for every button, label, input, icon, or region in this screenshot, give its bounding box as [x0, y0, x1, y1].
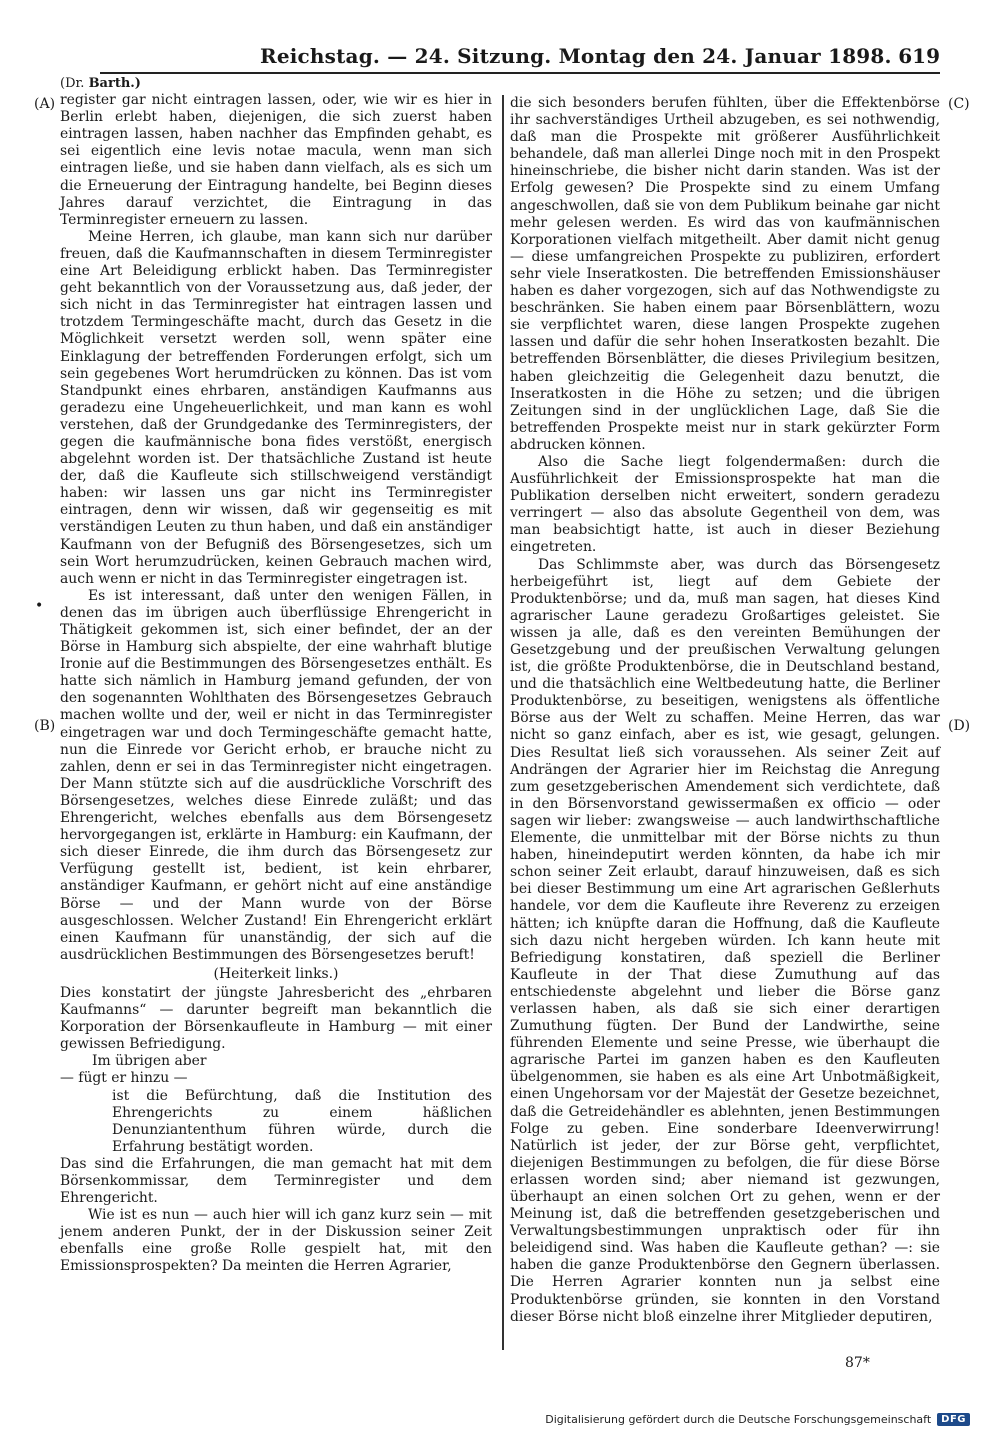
speaker-prefix: (Dr.: [60, 76, 85, 91]
margin-marker-c: (C): [948, 96, 970, 112]
margin-bullet: •: [35, 598, 44, 614]
paragraph: Also die Sache liegt folgendermaßen: durch die Ausführlichkeit der Emissionsprospekte hat man die Publikation derselben nicht erweitert, sondern geradezu verringert — also das absolute Gegentheil von dem, was man beabsichtigt hatte, ist auch in dieser Beziehung eingetreten.: [510, 453, 940, 556]
page-header: [100, 44, 940, 74]
paragraph: die sich besonders berufen fühlten, über die Effektenbörse ihr sachverständiges Urtheil abzugeben, es sei nothwendig, daß man die Prospekte mit größerer Ausführlichkeit behandele, daß man allerlei Dinge noch mit in den Prospekt hineinschriebe, die bisher nicht darin standen. Was ist der Erfolg gewesen? Die Prospekte sind zu einem Umfang angeschwollen, daß sie von dem Publikum beinahe gar nicht mehr gelesen werden. Es wird das von kaufmännischen Korporationen vielfach mitgetheilt. Aber damit nicht genug — diese umfangreichen Prospekte zu publiziren, erfordert sehr viele Inseratkosten. Die betreffenden Emissionshäuser haben es daher vorgezogen, sich auf das Nothwendigste zu beschränken. Sie haben einem paar Börsenblättern, wozu sie verpflichtet waren, diese langen Prospekte zugehen lassen und dafür die sehr hohen Inseratkosten bezahlt. Die betreffenden Börsenblätter, die dieses Privilegium besitzen, haben gleichzeitig die Gelegenheit dazu benutzt, die Inseratkosten in die Höhe zu setzen; und die übrigen Zeitungen sind in der unglücklichen Lage, daß Sie die betreffenden Prospekte meist nur in stark gekürzter Form abdrucken können.: [510, 95, 940, 453]
column-divider: [502, 95, 504, 1350]
footer-credit: Digitalisierung gefördert durch die Deutsche Forschungsgemeinschaft: [545, 1413, 932, 1426]
sheet-signature: 87*: [845, 1355, 870, 1371]
margin-marker-d: (D): [948, 718, 971, 734]
paragraph: Das sind die Erfahrungen, die man gemacht hat mit dem Börsenkommissar, dem Terminregister und dem Ehrengericht.: [60, 1155, 492, 1207]
dfg-logo: DFG: [937, 1413, 970, 1426]
margin-marker-a: (A): [34, 96, 56, 112]
margin-marker-b: (B): [34, 718, 56, 734]
speaker-line: [60, 75, 492, 92]
block-quote: ist die Befürchtung, daß die Institution des Ehrengerichts zu einem häßlichen Denunziantenthum führen würde, durch die Erfahrung bestätigt worden.: [112, 1087, 492, 1155]
paragraph: register gar nicht eintragen lassen, oder, wie wir es hier in Berlin erlebt haben, diejenigen, die sich zuerst haben eintragen lassen, haben nachher das Empfinden gehabt, es sei eigentlich eine levis notae macula, wenn man sich eintragen ließe, und sie haben dann vielfach, als es sich um die Erneuerung der Eintragung handelte, bei Beginn dieses Jahres darauf verzichtet, die Eintragung in das Terminregister erneuern zu lassen.: [60, 92, 492, 228]
interjection: (Heiterkeit links.): [213, 965, 339, 982]
page-title: Reichstag. — 24. Sitzung. Montag den 24. Januar 1898.: [260, 44, 892, 68]
paragraph-line: Im übrigen aber: [92, 1053, 207, 1070]
speaker-name: Barth.): [88, 76, 141, 91]
paragraph-line: — fügt er hinzu —: [60, 1070, 188, 1087]
paragraph: Das Schlimmste aber, was durch das Börsengesetz herbeigeführt ist, liegt auf dem Gebiete der Produktenbörse; und da, muß man sagen, hat dieses Kind agrarischer Laune geradezu Großartiges geleistet. Sie wissen ja alle, daß es den vereinten Bemühungen der Gesetzgebung und der preußischen Verwaltung gelungen ist, die größte Produktenbörse, die in Deutschland bestand, und die thatsächlich eine Weltbedeutung hatte, die Berliner Produktenbörse, zu beseitigen, wenigstens als öffentliche Börse aus der Welt zu schaffen. Meine Herren, das war nicht so ganz einfach, aber es ist, wie gesagt, gelungen. Dies Resultat ließ sich voraussehen. Als seiner Zeit auf Andrängen der Agrarier hier im Reichstag die Anregung zum gesetzgeberischen Amendement sich verdichtete, daß in den Börsenvorstand gewissermaßen ex officio — oder sagen wir lieber: zwangsweise — auch landwirthschaftliche Elemente, die unmittelbar mit der Börse nichts zu thun haben, hineindeputirt werden könnten, da habe ich mir schon seiner Zeit erlaubt, darauf hinzuweisen, daß es sich bei dieser Bestimmung um eine Art agrarischen Geßlerhuts handele, vor dem die Kaufleute ihre Reverenz zu erzeigen hätten; ich knüpfte daran die Hoffnung, daß die Kaufleute sich dazu nicht hergeben würden. Ich kann heute mit Befriedigung konstatiren, daß speziell die Berliner Kaufleute in der That diese Zumuthung auf das entschiedenste abgelehnt und lieber die Börse ganz verlassen haben, als daß sie sich einer derartigen Zumuthung fügten. Der Bund der Landwirthe, seine führenden Elemente und seine Presse, wie überhaupt die agrarische Partei im ganzen haben es den Kaufleuten übelgenommen, sie haben es als eine Art Unbotmäßigkeit, einen Ungehorsam vor der Majestät der Gesetze bezeichnet, daß die Getreidehändler es ablehnten, jenen Bestimmungen Folge zu geben. Eine sonderbare Ideenverwirrung! Natürlich ist jeder, der zur Börse geht, verpflichtet, diejenigen Bestimmungen zu befolgen, die für diese Börse erlassen worden sind; aber niemand ist gezwungen, überhaupt an einen solchen Ort zu gehen, wenn er der Meinung ist, daß die betreffenden gesetzgeberischen und Verwaltungsbestimmungen unpraktisch oder für ihn beleidigend sind. Was haben die Kaufleute gethan? —: sie haben die ganze Produktenbörse den Gegnern überlassen. Die Herren Agrarier konnten nun ja selbst eine Produktenbörse gründen, sie konnten in den Vorstand dieser Börse nicht bloß einzelne ihrer Mitglieder deputiren,: [510, 556, 940, 1325]
page-number: 619: [898, 44, 940, 68]
right-column: [510, 95, 940, 1326]
paragraph: Dies konstatirt der jüngste Jahresbericht des „ehrbaren Kaufmanns“ — darunter begreift man bekanntlich die Korporation der Börsenkaufleute in Hamburg — mit einer gewissen Befriedigung.: [60, 984, 492, 1053]
paragraph: Wie ist es nun — auch hier will ich ganz kurz sein — mit jenem anderen Punkt, der in der Diskussion seiner Zeit ebenfalls eine große Rolle gespielt hat, mit den Emissionsprospekten? Da meinten die Herren Agrarier,: [60, 1207, 492, 1275]
page-footer: [545, 1413, 970, 1426]
paragraph: Meine Herren, ich glaube, man kann sich nur darüber freuen, daß die Kaufmannschaften in diesem Terminregister eine Art Beleidigung erblickt haben. Das Terminregister geht bekanntlich von der Voraussetzung aus, daß jeder, der sich nicht in das Terminregister hat eintragen lassen und trotzdem Termingeschäfte macht, durch das Gesetz in die Möglichkeit versetzt werden soll, wenn später eine Einklagung der betreffenden Forderungen erfolgt, sich um sein gegebenes Wort herumdrücken zu können. Das ist vom Standpunkt eines ehrbaren, anständigen Kaufmanns aus geradezu eine Ungeheuerlichkeit, und man kann es wohl verstehen, daß der Grundgedanke des Terminregisters, der gegen die kaufmännische bona fides verstößt, energisch abgelehnt worden ist. Der thatsächliche Zustand ist heute der, daß die Kaufleute sich stillschweigend verständigt haben: wir lassen uns gar nicht ins Terminregister eintragen, denn wir wissen, daß wir gegenseitig es mit verständigen Leuten zu thun haben, und daß ein anständiger Kaufmann von der Befugniß des Börsengesetzes, sich um sein Wort herumzudrücken, keinen Gebrauch machen wird, auch wenn er nicht in das Terminregister eingetragen ist.: [60, 228, 492, 587]
left-column: [60, 75, 492, 1276]
paragraph: Es ist interessant, daß unter den wenigen Fällen, in denen das im übrigen auch überflüssige Ehrengericht in Thätigkeit gekommen ist, sich einer befindet, der an der Börse in Hamburg sich abspielte, der eine wahrhaft blutige Ironie auf die Bestimmungen des Börsengesetzes enthält. Es hatte sich nämlich in Hamburg jemand gefunden, der von den sogenannten Wohlthaten des Börsengesetzes Gebrauch machen wollte und der, weil er nicht in das Terminregister eingetragen war und doch Termingeschäfte gemacht hatte, nun die Einrede vor Gericht erhob, er brauche nicht zu zahlen, denn er sei in das Terminregister nicht eingetragen. Der Mann stützte sich auf die ausdrückliche Vorschrift des Börsengesetzes, welches diese Einrede zuläßt; und das Ehrengericht, welches ebenfalls aus dem Börsengesetz hervorgegangen ist, erklärte in Hamburg: ein Kaufmann, der sich dieser Einrede, die ihm durch das Börsengesetz zur Verfügung gestellt ist, bedient, ist kein ehrbarer, anständiger Kaufmann, er gehört nicht auf eine anständige Börse — und der Mann wurde von der Börse ausgeschlossen. Welcher Zustand! Ein Ehrengericht erklärt einen Kaufmann für unanständig, der sich auf die ausdrücklichen Bestimmungen des Börsengesetzes beruft!: [60, 587, 492, 963]
